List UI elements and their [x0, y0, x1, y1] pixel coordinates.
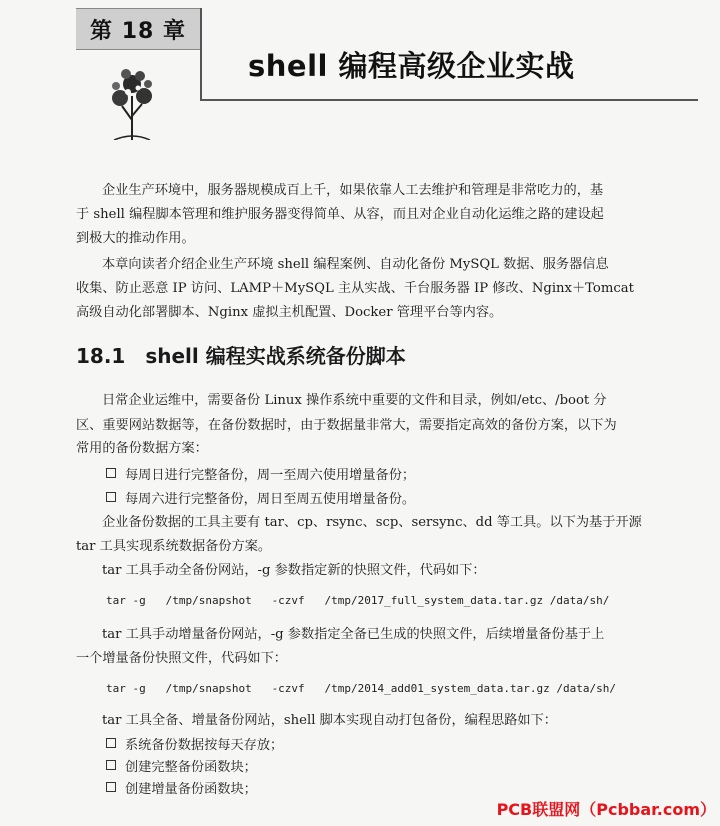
section-p5: tar 工具全备、增量备份网站，shell 脚本实现自动打包备份，编程思路如下：: [102, 713, 557, 728]
bullet-text: 每周六进行完整备份，周日至周五使用增量备份。: [125, 492, 416, 507]
bullet-text: 每周日进行完整备份，周一至周六使用增量备份；: [125, 468, 416, 483]
checkbox-bullet-icon: [106, 738, 116, 748]
intro-line-6: 高级自动化部署脚本、Nginx 虚拟主机配置、Docker 管理平台等内容。: [76, 305, 503, 320]
section-p3: tar 工具手动全备份网站，-g 参数指定新的快照文件，代码如下：: [102, 563, 486, 578]
code-block-incremental-backup: tar -g /tmp/snapshot -czvf /tmp/2014_add01_system_data.tar.gz /data/sh/: [106, 682, 616, 695]
checkbox-bullet-icon: [106, 492, 116, 502]
chapter-label: 第 18 章: [76, 8, 200, 50]
header-vertical-rule: [200, 8, 202, 100]
section-p4-line-2: 一个增量备份快照文件，代码如下：: [76, 651, 287, 666]
intro-line-3: 到极大的推动作用。: [76, 231, 195, 246]
checkbox-bullet-icon: [106, 760, 116, 770]
section-heading: 18.1 shell 编程实战系统备份脚本: [76, 344, 406, 368]
intro-line-1: 企业生产环境中，服务器规模成百上千，如果依靠人工去维护和管理是非常吃力的，基: [102, 183, 604, 198]
section-p1-line-1: 日常企业运维中，需要备份 Linux 操作系统中重要的文件和目录，例如/etc、/boot 分: [102, 393, 607, 408]
intro-line-5: 收集、防止恶意 IP 访问、LAMP＋MySQL 主从实战、千台服务器 IP 修改、Nginx＋Tomcat: [76, 281, 634, 296]
bullet-item: [106, 756, 257, 775]
intro-line-2: 于 shell 编程脚本管理和维护服务器变得简单、从容，而且对企业自动化运维之路的建设起: [76, 207, 604, 222]
watermark: PCB联盟网（Pcbbar.com）: [496, 800, 716, 819]
section-p2-line-1: 企业备份数据的工具主要有 tar、cp、rsync、scp、sersync、dd 等工具。以下为基于开源: [102, 515, 642, 530]
bullet-item: [106, 488, 415, 507]
code-block-full-backup: tar -g /tmp/snapshot -czvf /tmp/2017_full_system_data.tar.gz /data/sh/: [106, 594, 610, 607]
bullet-text: 创建增量备份函数块；: [125, 782, 257, 797]
section-p4-line-1: tar 工具手动增量备份网站，-g 参数指定全备已生成的快照文件，后续增量备份基于上: [102, 627, 605, 642]
bullet-text: 创建完整备份函数块；: [125, 760, 257, 775]
intro-line-4: 本章向读者介绍企业生产环境 shell 编程案例、自动化备份 MySQL 数据、服务器信息: [102, 257, 609, 272]
checkbox-bullet-icon: [106, 782, 116, 792]
tree-ornament-icon: [108, 66, 156, 140]
section-p1-line-3: 常用的备份数据方案：: [76, 441, 208, 456]
header-horizontal-rule: [200, 99, 698, 101]
bullet-item: [106, 734, 283, 753]
checkbox-bullet-icon: [106, 468, 116, 478]
chapter-title: shell 编程高级企业实战: [248, 49, 575, 83]
section-p2-line-2: tar 工具实现系统数据备份方案。: [76, 539, 272, 554]
bullet-text: 系统备份数据按每天存放；: [125, 738, 284, 753]
bullet-item: [106, 464, 415, 483]
bullet-item: [106, 778, 257, 797]
section-p1-line-2: 区、重要网站数据等，在备份数据时，由于数据量非常大，需要指定高效的备份方案，以下为: [76, 418, 617, 433]
